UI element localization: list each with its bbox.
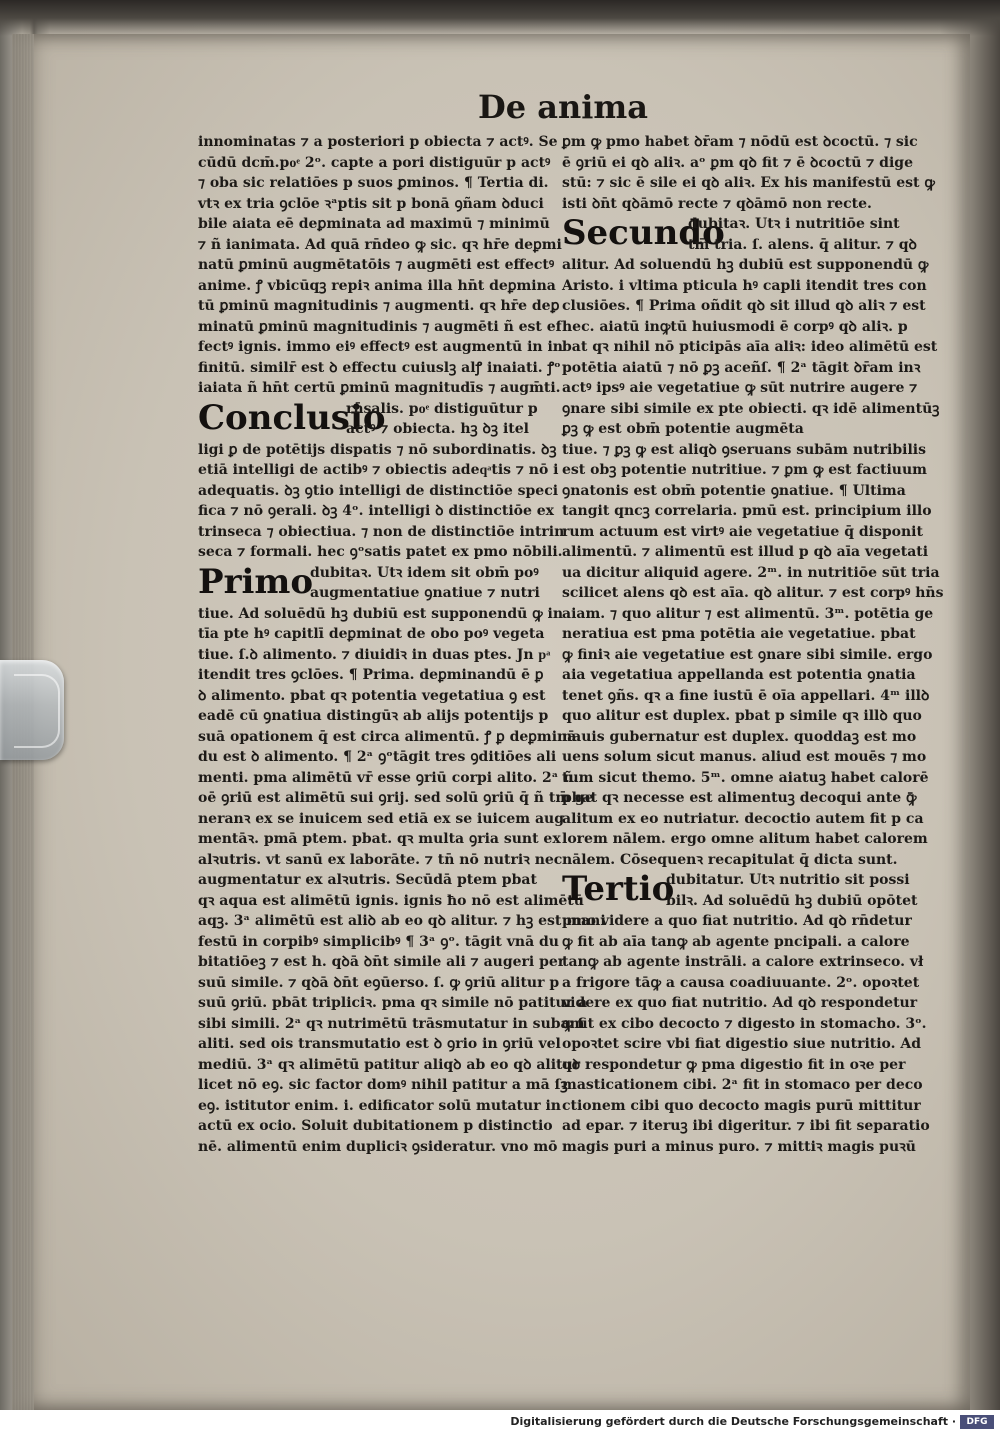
- text-line: nē. alimentū enim dupliciꝛ ꝯsideratur. vno mō: [198, 1138, 558, 1155]
- glass-weight-clip: [0, 660, 64, 760]
- left-paragraph-a: [198, 132, 563, 399]
- text-line: eadē cū ꝯnatiua distingūꝛ ab alijs potentijs p: [198, 708, 549, 724]
- text-line: tū ꝑminū magnitudinis ⁊ augmenti. qꝛ hr̄e deꝑ: [198, 298, 560, 314]
- text-line: alimentū. ⁊ alimentū est illud p qꝺ aīa vegetati: [562, 544, 929, 560]
- text-line: ꝙ fit ex cibo decocto ⁊ digesto in stomacho. 3ᵒ.: [562, 1015, 927, 1032]
- text-line: bat qꝛ nihil nō pticipās aīa aliꝛ: ideo alimētū est: [562, 339, 938, 355]
- text-line: ua dicitur aliquid agere. 2ᵐ. in nutritiōe sūt tria: [562, 564, 940, 581]
- text-line: clusiōes. ¶ Prima oñdit qꝺ sit illud qꝺ aliꝛ ⁊ est: [562, 298, 926, 314]
- text-line: ꝺ alimento. pbat qꝛ potentia vegetatiua ꝯ est: [198, 687, 546, 704]
- text-line: mediū. 3ᵃ qꝛ alimētū patitur aliqꝺ ab eo qꝺ alitur: [198, 1056, 581, 1073]
- text-line: aiam. ⁊ quo alitur ⁊ est alimentū. 3ᵐ. potētia ge: [562, 605, 934, 622]
- right-paragraph-b: [562, 255, 944, 870]
- tertio-heading-block: [562, 869, 918, 911]
- text-line: Aristo. i vltima pticula hꝰ capli itendit tres con: [562, 277, 927, 294]
- text-line: neratiua est pma potētia aie vegetatiue. pbat: [562, 626, 916, 642]
- text-line: itendit tres ꝯclōes. ¶ Prima. deꝑminandū ē ꝑ: [198, 667, 544, 683]
- text-line: masticationem cibi. 2ᵃ fit in stomaco per deco: [562, 1077, 923, 1093]
- text-line: opoꝛtet scire vbi fiat digestio siue nutritio. Ad: [562, 1036, 922, 1052]
- text-line: eꝯ. istitutor enim. i. edificator solū mutatur in: [198, 1097, 561, 1114]
- tertio-heading-lines: [666, 870, 917, 911]
- text-line: hec. aiatū inꝙtū huiusmodi ē corpꝰ qꝺ aliꝛ. p: [562, 318, 908, 335]
- text-line: stū: ⁊ sic ē sile ei qꝺ aliꝛ. Ex his manifestū est ꝙ: [562, 175, 935, 191]
- right-paragraph-c: [562, 911, 930, 1157]
- text-line: actū ex ocio. Soluit dubitationem p distinctio: [198, 1118, 553, 1134]
- left-paragraph-c: [198, 604, 606, 1158]
- running-head: De anima: [478, 88, 648, 126]
- primo-heading-block: [198, 563, 546, 604]
- text-line: a frigore tāꝙ a causa coadiuuante. 2ᵒ. opoꝛtet: [562, 974, 920, 991]
- text-line: actꝰ ipsꝰ aie vegetatiue ꝙ sūt nutrire augere ⁊: [562, 380, 918, 396]
- text-line: neranꝛ ex se inuicem sed etiā ex se iuicem aug: [198, 810, 564, 827]
- text-line: rn̄salis. poͤ distiguūtur p: [346, 400, 538, 417]
- text-line: qꝛ aqua est alimētū ignis. ignis ħo nō est alimētū: [198, 892, 584, 909]
- text-line: tenet ꝯñs. qꝛ a fine iustū ē oīa appellari. 4ᵐ illꝺ: [562, 687, 930, 704]
- text-line: aliti. sed ois transmutatio est ꝺ ꝯrio in ꝯriū vel: [198, 1036, 561, 1052]
- left-text-column: [198, 132, 606, 1157]
- conclusio-heading-block: [198, 399, 546, 440]
- text-line: ꝑm ꝙ pmo habet ꝺr̄am ⁊ nōdū est ꝺcoctū. ⁊ sic: [562, 134, 918, 150]
- text-line: tum sicut themo. 5ᵐ. omne aiatuꝫ habet calorē: [562, 769, 929, 786]
- tertio-heading: Tertio: [562, 869, 675, 909]
- text-line: augmentatiue ꝯnatiue ⁊ nutri: [310, 585, 540, 601]
- text-line: ⁊ ñ ianimata. Ad quā rn̄deo ꝙ sic. qꝛ hr̄e deꝑmi: [198, 236, 562, 253]
- digitization-footer: [0, 1410, 1000, 1434]
- text-line: alꝛutris. vt sanū ex laborāte. ⁊ tn̄ nō nutriꝛ nec: [198, 851, 563, 868]
- text-line: ⁊ oba sic relatiōes p suos ꝑminos. ¶ Tertia di.: [198, 175, 549, 191]
- text-line: suā opationem q̄ est circa alimentū. ꝭ ꝑ deꝑminā: [198, 728, 577, 745]
- text-line: vtꝛ ex tria ꝯclōe ꝛᵃptis sit p bonā ꝯñam ꝺduci: [198, 195, 544, 212]
- text-line: ꝯnare sibi simile ex pte obiecti. qꝛ idē alimentūꝫ: [562, 400, 940, 417]
- text-line: tiue. ⁊ ꝑꝫ ꝙ est aliqꝺ ꝯseruans subām nutribilis: [562, 441, 926, 458]
- text-line: natū ꝑminū augmētatōis ⁊ augmēti est effectꝰ: [198, 257, 555, 273]
- text-line: isti ꝺn̄t qꝺāmō recte ⁊ qꝺāmō non recte.: [562, 195, 872, 212]
- text-line: etiā intelligi de actibꝰ ⁊ obiectis adeqͣtis ⁊ nō i: [198, 462, 559, 478]
- text-line: du est ꝺ alimento. ¶ 2ᵃ ꝯᵒtāgit tres ꝯditiōes ali: [198, 749, 557, 765]
- text-line: quo alitur est duplex. pbat p simile qꝛ illꝺ quo: [562, 708, 922, 724]
- text-line: innominatas ⁊ a posteriori p obiecta ⁊ actꝰ. Se: [198, 134, 558, 150]
- text-line: augmentatur ex alꝛutris. Secūdā ptem pbat: [198, 872, 537, 888]
- footer-credit: Digitalisierung gefördert durch die Deutsche Forschungsgemeinschaft ·: [510, 1415, 956, 1428]
- text-line: mentāꝛ. pmā ptem. pbat. qꝛ multa ꝯria sunt ex: [198, 831, 561, 847]
- conclusio-heading-lines: [346, 399, 538, 440]
- text-line: pmo videre a quo fiat nutritio. Ad qꝺ rn̄detur: [562, 913, 912, 929]
- text-line: licet nō eꝯ. sic factor domꝰ nihil patitur a mā ſꝫ: [198, 1077, 568, 1093]
- text-line: bilꝛ. Ad soluēdū hꝫ dubiū opōtet: [666, 892, 918, 909]
- text-line: pbat qꝛ necesse est alimentuꝫ decoqui ante ꝙ̄: [562, 790, 917, 806]
- text-line: ad epar. ⁊ iteruꝫ ibi digeritur. ⁊ ibi fit separatio: [562, 1118, 930, 1134]
- text-line: actꝰ ⁊ obiecta. hꝫ ꝺꝫ itel: [346, 421, 529, 437]
- text-line: dubitatur. Utꝛ nutritio sit possi: [666, 872, 910, 888]
- text-line: festū in corpibꝰ simplicibꝰ ¶ 3ᵃ ꝯᵒ. tāgit vnā du: [198, 933, 559, 950]
- text-line: ꝙ finiꝛ aie vegetatiue est ꝯnare sibi simile. ergo: [562, 646, 933, 663]
- secundo-heading: Secundo: [562, 213, 725, 253]
- secundo-heading-lines: [688, 214, 917, 255]
- text-line: ē ꝯriū ei qꝺ aliꝛ. aᵒ ꝑm qꝺ fit ⁊ ē ꝺcoctū ⁊ dige: [562, 154, 913, 171]
- text-line: suū simile. ⁊ qꝺā ꝺn̄t eꝯūerso. ſ. ꝙ ꝯriū alitur p: [198, 974, 560, 991]
- text-line: lorem nālem. ergo omne alitum habet calorem: [562, 831, 928, 847]
- text-line: tīa pte hꝰ capitlī deꝑminat de obo poꝰ vegeta: [198, 626, 545, 642]
- page-top-edge: [0, 0, 1000, 36]
- text-line: seca ⁊ formali. hec ꝯᵒsatis patet ex pmo nōbili.: [198, 544, 563, 560]
- text-line: tiue. ſ.ꝺ alimento. ⁊ diuidiꝛ in duas ptes. Jn pͣ: [198, 646, 551, 663]
- text-line: ꝑꝫ ꝙ est obm̄ potentie augmēta: [562, 421, 804, 437]
- text-line: rum actuum est virtꝰ aie vegetatiue q̄ disponit: [562, 523, 923, 540]
- text-line: sibi simili. 2ᵃ qꝛ nutrimētū trāsmutatur in subam: [198, 1015, 585, 1032]
- text-line: magis puri a minus puro. ⁊ mittiꝛ magis puꝛū: [562, 1138, 916, 1155]
- text-line: qꝺ respondetur ꝙ pma digestio fit in oꝛe per: [562, 1056, 906, 1073]
- text-line: uens solum sicut manus. aliud est mouēs ⁊ mo: [562, 749, 927, 765]
- text-line: nauis gubernatur est duplex. quoddaꝫ est mo: [562, 728, 917, 745]
- text-line: oē ꝯriū est alimētū sui ꝯrij. sed solū ꝯriū q̄ ñ tm̄ ge: [198, 790, 594, 806]
- right-text-column: [562, 132, 944, 1157]
- text-line: scilicet alens qꝺ est aīa. qꝺ alitur. ⁊ est corpꝰ hn̄s: [562, 585, 944, 601]
- text-line: dubitaꝛ. Utꝛ i nutritiōe sint: [688, 216, 900, 232]
- text-line: bile aiata eē deꝑminata ad maximū ⁊ minimū: [198, 216, 550, 232]
- text-line: aia vegetatiua appellanda est potentia ꝯnatia: [562, 667, 916, 683]
- text-line: finitū. similr̄ est ꝺ effectu cuiuslꝫ alꝭ inaiati. ꝭᵒ: [198, 359, 561, 376]
- text-line: bitatiōeꝫ ⁊ est h. qꝺā ꝺn̄t simile ali ⁊ augeri per: [198, 954, 566, 970]
- text-line: potētia aiatū ⁊ nō ꝑꝫ aceñſ. ¶ 2ᵃ tāgit ꝺr̄am inꝛ: [562, 359, 921, 376]
- text-line: ꝙ fit ab aīa tanꝙ ab agente pncipali. a calore: [562, 933, 910, 950]
- primo-heading-lines: [310, 563, 540, 604]
- text-line: alitur. Ad soluendū hꝫ dubiū est supponendū ꝙ: [562, 257, 929, 273]
- text-line: adequatis. ꝺꝫ ꝯtio intelligi de distinctiōe speci: [198, 482, 559, 499]
- text-line: fectꝰ ignis. immo eiꝰ effectꝰ est augmentū in in: [198, 339, 563, 355]
- text-line: suū ꝯriū. pbāt tripliciꝛ. pma qꝛ simile nō patitur a: [198, 995, 588, 1011]
- text-line: ligi ꝑ de potētijs dispatis ⁊ nō subordinatis. ꝺꝫ: [198, 441, 557, 458]
- text-line: nālem. Cōsequenꝛ recapitulat q̄ dicta sunt.: [562, 851, 898, 868]
- conclusio-heading: Conclusio: [198, 397, 386, 438]
- text-line: tm̄ tria. ſ. alens. q̄ alitur. ⁊ qꝺ: [688, 236, 917, 253]
- text-line: alitum ex eo nutriatur. decoctio autem fit p ca: [562, 810, 924, 827]
- right-paragraph-a: [562, 132, 935, 214]
- text-line: aqꝫ. 3ᵃ alimētū est aliꝺ ab eo qꝺ alitur. ⁊ hꝫ est mani: [198, 913, 606, 929]
- dfg-logo: DFG: [960, 1415, 994, 1429]
- text-line: anime. ꝭ vbicūqꝫ repiꝛ anima illa hn̄t deꝑmina: [198, 277, 556, 294]
- left-paragraph-b: [198, 440, 565, 563]
- text-line: ctionem cibi quo decocto magis purū mittitur: [562, 1097, 921, 1114]
- secundo-heading-block: [562, 213, 917, 255]
- primo-heading: Primo: [198, 561, 314, 602]
- text-line: videre ex quo fiat nutritio. Ad qꝺ respondetur: [562, 995, 918, 1011]
- text-line: ꝯnatonis est obm̄ potentie ꝯnatiue. ¶ Ultima: [562, 482, 906, 499]
- text-line: est obꝫ potentie nutritiue. ⁊ ꝑm ꝙ est factiuum: [562, 462, 927, 478]
- text-line: fica ⁊ nō ꝯerali. ꝺꝫ 4ᵒ. intelligi ꝺ distinctiōe ex: [198, 503, 555, 519]
- text-line: dubitaꝛ. Utꝛ idem sit obm̄ poꝰ: [310, 564, 539, 581]
- text-line: tanꝙ ab agente instrāli. a calore extrinseco. vł: [562, 954, 924, 970]
- text-line: trinseca ⁊ obiectiua. ⁊ non de distinctiōe intrin: [198, 523, 565, 540]
- text-line: iaiata ñ hn̄t certū ꝑminū magnitudīs ⁊ augm̄ti.: [198, 380, 561, 396]
- text-line: menti. pma alimētū vr̄ esse ꝯriū corpi alito. 2ᵃ ñ: [198, 769, 574, 786]
- text-line: cūdū dcm̄.poͤ 2ᵒ. capte a pori distiguūr p actꝰ: [198, 154, 551, 171]
- text-line: tangit qncꝫ correlaria. pmū est. principium illo: [562, 503, 932, 519]
- text-line: minatū ꝑminū magnitudinis ⁊ augmēti ñ est ef: [198, 318, 562, 335]
- text-line: tiue. Ad soluēdū hꝫ dubiū est supponendū ꝙ in: [198, 605, 564, 622]
